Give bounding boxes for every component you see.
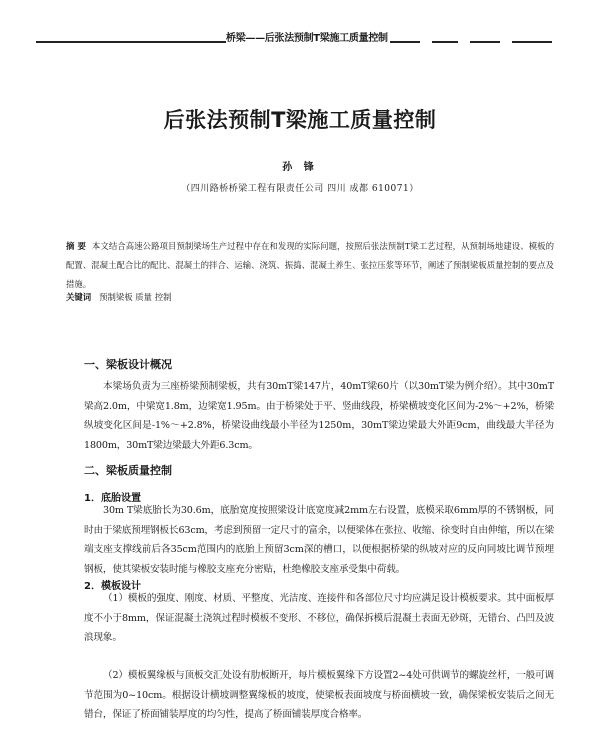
article-author: 孙 锋 [282,162,318,173]
paragraph-formwork-1: （1）模板的强度、刚度、材质、平整度、光洁度、连接件和各部位尺寸均应满足设计模板要求。其中面板厚度不小于8mm，保证混凝土浇筑过程时模板不变形、不移位，确保拆模后混凝土表面无砂斑，无错台、凸凹及波浪现象。 [84,593,554,644]
running-title: 桥梁——后张法预制T梁施工质量控制 [226,33,388,44]
keywords [66,291,554,303]
header-rule-left [36,41,226,43]
keywords-text: 预制梁板 质量 控制 [99,292,172,302]
abstract-text: 本文结合高速公路项目预制梁场生产过程中存在和发现的实际问题，按照后张法预制T梁工艺过程，从预制场地建设、模板的配置、混凝土配合比的配比、混凝土的拌合、运输、浇筑、振捣、混凝土养生、张拉压浆等环节，阐述了预制梁板质量控制的要点及措施。 [66,241,554,289]
header-rule-dash-2 [432,41,458,43]
paragraph-base-setup: 30m T梁底胎长为30.6m，底胎宽度按照梁设计底宽度减2mm左右设置，底模采取6mm厚的不锈钢板，同时由于梁底预埋钢板长63cm，考虑到预留一定尺寸的富余，以便梁体在张拉、收缩、徐变时自由伸缩，所以在梁端支座支撑线前后各35cm范围内的底胎上预留3cm深的槽口，以便根据桥梁的纵坡对应的反向同坡比调节预埋钢板，使其梁板安装时能与橡胶支座充分密贴，杜绝橡胶支座承受集中荷载。 [84,505,554,575]
keywords-label: 关键词 [66,292,92,302]
paragraph-formwork-2: （2）模板翼缘板与顶板交汇处设有肋板断开，每片模板翼缘下方设置2~4处可供调节的螺旋丝杆，一般可调节范围为0~10cm。根据设计横坡调整翼缘板的坡度，使梁板表面坡度与桥面横坡一致，确保梁板安装后之间无错台，保证了桥面铺装厚度的均匀性，提高了桥面铺装厚度合格率。 [84,670,554,721]
subsection-heading-base-setup: 1．底胎设置 [84,493,141,504]
abstract [66,237,554,294]
header-rule-dash-4 [512,41,552,43]
section-heading-design-overview: 一、梁板设计概况 [84,358,172,371]
article-affiliation: （四川路桥桥梁工程有限责任公司 四川 成都 610071） [181,184,419,194]
header-rule-dash-3 [470,41,500,43]
header-rule-dash-1 [390,41,420,43]
article-title: 后张法预制T梁施工质量控制 [163,108,437,132]
paragraph-design-overview: 本梁场负责为三座桥梁预制梁板，共有30mT梁147片，40mT梁60片（以30mT梁为例介绍）。其中30mT梁高2.0m，中梁宽1.8m，边梁宽1.95m。由于桥梁处于平、竖曲线段，桥梁横坡变化区间为-2%～+2%，桥梁纵坡变化区间是-1%～+2.8%，桥梁设曲线最小半径为1250m，30mT梁边梁最大外距9cm，曲线最大半径为1800m，30mT梁边梁最大外距6.3cm。 [84,381,554,451]
running-header [0,28,600,44]
section-heading-quality-control: 二、梁板质量控制 [84,464,172,477]
abstract-label: 摘 要 [66,241,86,251]
subsection-heading-formwork-design: 2．模板设计 [84,581,141,592]
